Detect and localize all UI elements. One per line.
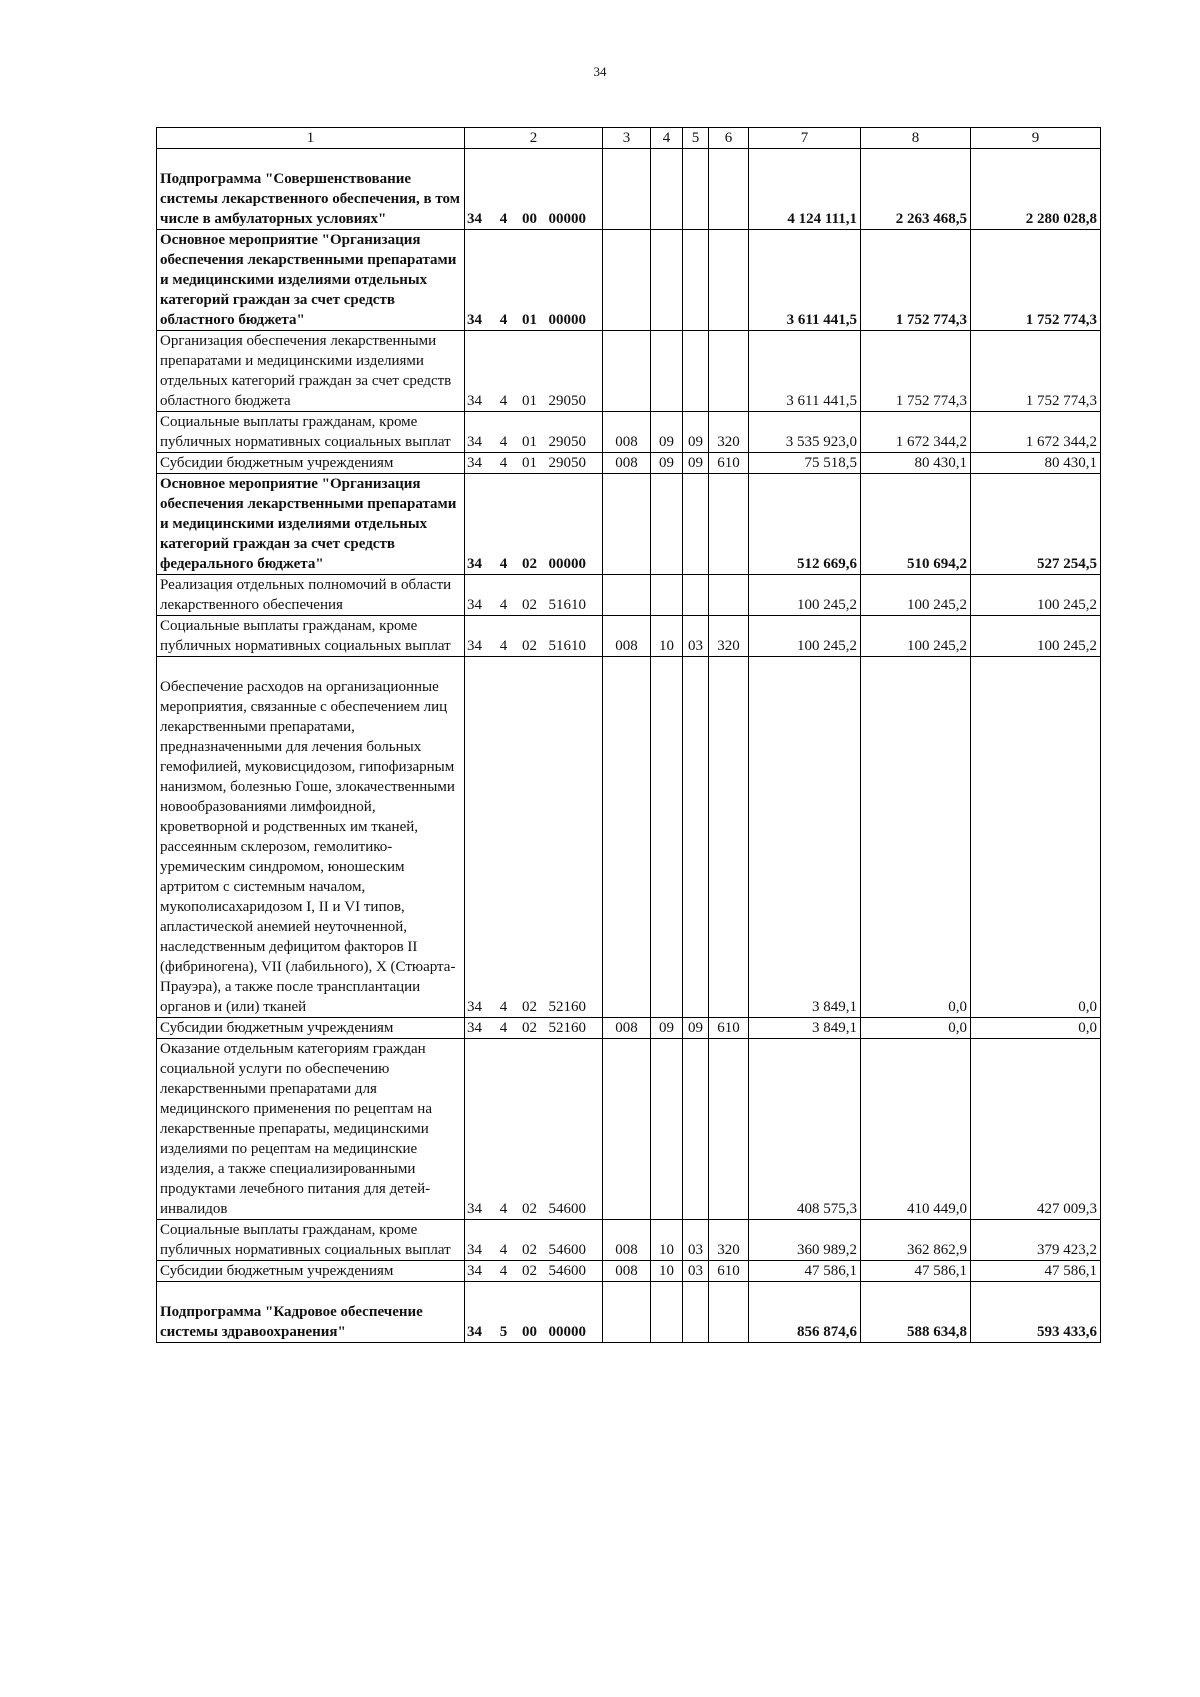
code-part-3: 02 xyxy=(513,1261,547,1282)
table-row xyxy=(157,474,1101,575)
code-part-4: 54600 xyxy=(547,1039,603,1220)
value-9-cell: 100 245,2 xyxy=(971,575,1101,616)
row-name-cell xyxy=(157,230,465,331)
value-7-cell: 3 849,1 xyxy=(749,1018,861,1039)
code-part-1: 34 xyxy=(465,1261,495,1282)
table-row xyxy=(157,412,1101,453)
header-cell: 9 xyxy=(971,128,1101,149)
value-8-cell: 362 862,9 xyxy=(861,1220,971,1261)
table-row xyxy=(157,1220,1101,1261)
row-name-cell xyxy=(157,1039,465,1220)
value-9-cell: 2 280 028,8 xyxy=(971,149,1101,230)
code-part-3: 01 xyxy=(513,412,547,453)
value-9-cell: 1 752 774,3 xyxy=(971,331,1101,412)
code-part-3: 02 xyxy=(513,474,547,575)
table-row xyxy=(157,1261,1101,1282)
row-name-cell xyxy=(157,616,465,657)
value-9-cell: 427 009,3 xyxy=(971,1039,1101,1220)
column-3-cell xyxy=(603,657,651,1018)
table-row xyxy=(157,1282,1101,1343)
code-part-2: 4 xyxy=(495,453,513,474)
code-part-1: 34 xyxy=(465,616,495,657)
code-part-4: 00000 xyxy=(547,474,603,575)
column-4-cell: 09 xyxy=(651,412,683,453)
code-part-4: 29050 xyxy=(547,331,603,412)
row-name: Оказание отдельным категориям граждан социальной услуги по обеспечению лекарственными препаратами для медицинского применения по рецептам на лекарственные препараты, медицинскими изделиями по рецептам на медицинские изделия, а также специализированными продуктами лечебного питания для детей-инвалидов xyxy=(160,1041,432,1217)
code-part-1: 34 xyxy=(465,1220,495,1261)
column-6-cell xyxy=(709,575,749,616)
value-8-cell: 2 263 468,5 xyxy=(861,149,971,230)
column-3-cell: 008 xyxy=(603,1261,651,1282)
value-8-cell: 510 694,2 xyxy=(861,474,971,575)
value-8-cell: 100 245,2 xyxy=(861,616,971,657)
value-7-cell: 512 669,6 xyxy=(749,474,861,575)
code-part-2: 4 xyxy=(495,657,513,1018)
code-part-1: 34 xyxy=(465,657,495,1018)
column-3-cell: 008 xyxy=(603,616,651,657)
code-part-3: 02 xyxy=(513,575,547,616)
column-3-cell: 008 xyxy=(603,412,651,453)
value-7-cell: 75 518,5 xyxy=(749,453,861,474)
column-3-cell: 008 xyxy=(603,1220,651,1261)
code-part-4: 52160 xyxy=(547,1018,603,1039)
code-part-4: 00000 xyxy=(547,230,603,331)
code-part-3: 01 xyxy=(513,453,547,474)
column-3-cell: 008 xyxy=(603,1018,651,1039)
column-4-cell xyxy=(651,331,683,412)
value-8-cell: 80 430,1 xyxy=(861,453,971,474)
value-9-cell: 527 254,5 xyxy=(971,474,1101,575)
column-4-cell: 10 xyxy=(651,616,683,657)
column-3-cell xyxy=(603,1039,651,1220)
code-part-2: 4 xyxy=(495,230,513,331)
code-part-4: 00000 xyxy=(547,1282,603,1343)
table-row xyxy=(157,230,1101,331)
row-name: Реализация отдельных полномочий в области лекарственного обеспечения xyxy=(160,577,452,613)
column-4-cell: 10 xyxy=(651,1220,683,1261)
code-part-4: 29050 xyxy=(547,453,603,474)
column-5-cell xyxy=(683,331,709,412)
column-4-cell xyxy=(651,474,683,575)
code-part-1: 34 xyxy=(465,1018,495,1039)
value-7-cell: 856 874,6 xyxy=(749,1282,861,1343)
row-name: Подпрограмма "Совершенствование системы лекарственного обеспечения, в том числе в амбулаторных условиях" xyxy=(160,171,460,227)
code-part-4: 51610 xyxy=(547,616,603,657)
header-cell: 8 xyxy=(861,128,971,149)
column-6-cell xyxy=(709,1282,749,1343)
value-8-cell: 1 752 774,3 xyxy=(861,331,971,412)
column-5-cell xyxy=(683,1039,709,1220)
code-part-3: 02 xyxy=(513,1039,547,1220)
row-name: Подпрограмма "Кадровое обеспечение системы здравоохранения" xyxy=(160,1304,423,1340)
value-7-cell: 100 245,2 xyxy=(749,616,861,657)
row-spacer xyxy=(160,1282,461,1302)
column-5-cell xyxy=(683,575,709,616)
header-cell: 6 xyxy=(709,128,749,149)
column-6-cell xyxy=(709,1039,749,1220)
code-part-1: 34 xyxy=(465,453,495,474)
row-spacer xyxy=(160,149,461,169)
table-row xyxy=(157,657,1101,1018)
value-8-cell: 100 245,2 xyxy=(861,575,971,616)
column-5-cell xyxy=(683,474,709,575)
code-part-2: 4 xyxy=(495,331,513,412)
value-9-cell: 0,0 xyxy=(971,1018,1101,1039)
value-9-cell: 47 586,1 xyxy=(971,1261,1101,1282)
code-part-1: 34 xyxy=(465,230,495,331)
column-6-cell: 320 xyxy=(709,412,749,453)
value-8-cell: 410 449,0 xyxy=(861,1039,971,1220)
value-7-cell: 3 611 441,5 xyxy=(749,331,861,412)
row-name: Социальные выплаты гражданам, кроме публичных нормативных социальных выплат xyxy=(160,1222,451,1258)
code-part-2: 4 xyxy=(495,412,513,453)
column-3-cell xyxy=(603,149,651,230)
column-5-cell: 03 xyxy=(683,1261,709,1282)
value-7-cell: 3 611 441,5 xyxy=(749,230,861,331)
code-part-2: 4 xyxy=(495,149,513,230)
value-9-cell: 1 672 344,2 xyxy=(971,412,1101,453)
row-spacer xyxy=(160,657,461,677)
column-6-cell xyxy=(709,474,749,575)
code-part-2: 4 xyxy=(495,1018,513,1039)
code-part-1: 34 xyxy=(465,412,495,453)
value-8-cell: 47 586,1 xyxy=(861,1261,971,1282)
column-5-cell xyxy=(683,149,709,230)
value-8-cell: 0,0 xyxy=(861,657,971,1018)
code-part-4: 00000 xyxy=(547,149,603,230)
table-row xyxy=(157,149,1101,230)
value-8-cell: 1 752 774,3 xyxy=(861,230,971,331)
budget-table xyxy=(156,127,1101,1343)
code-part-1: 34 xyxy=(465,331,495,412)
column-3-cell xyxy=(603,474,651,575)
value-9-cell: 593 433,6 xyxy=(971,1282,1101,1343)
code-part-2: 4 xyxy=(495,575,513,616)
code-part-3: 02 xyxy=(513,657,547,1018)
column-6-cell: 320 xyxy=(709,1220,749,1261)
table-row xyxy=(157,616,1101,657)
column-4-cell xyxy=(651,657,683,1018)
value-7-cell: 360 989,2 xyxy=(749,1220,861,1261)
code-part-2: 4 xyxy=(495,1039,513,1220)
code-part-1: 34 xyxy=(465,474,495,575)
value-7-cell: 3 535 923,0 xyxy=(749,412,861,453)
column-5-cell: 09 xyxy=(683,453,709,474)
row-name-cell xyxy=(157,331,465,412)
value-9-cell: 379 423,2 xyxy=(971,1220,1101,1261)
column-6-cell: 610 xyxy=(709,1018,749,1039)
code-part-2: 4 xyxy=(495,1261,513,1282)
header-cell: 2 xyxy=(465,128,603,149)
code-part-3: 02 xyxy=(513,1220,547,1261)
code-part-4: 54600 xyxy=(547,1261,603,1282)
value-7-cell: 4 124 111,1 xyxy=(749,149,861,230)
code-part-2: 4 xyxy=(495,616,513,657)
value-8-cell: 1 672 344,2 xyxy=(861,412,971,453)
column-4-cell: 09 xyxy=(651,453,683,474)
column-6-cell: 610 xyxy=(709,1261,749,1282)
value-9-cell: 0,0 xyxy=(971,657,1101,1018)
column-4-cell: 09 xyxy=(651,1018,683,1039)
code-part-1: 34 xyxy=(465,575,495,616)
row-name-cell xyxy=(157,474,465,575)
value-8-cell: 0,0 xyxy=(861,1018,971,1039)
code-part-3: 00 xyxy=(513,149,547,230)
header-cell: 1 xyxy=(157,128,465,149)
code-part-3: 01 xyxy=(513,230,547,331)
row-name: Субсидии бюджетным учреждениям xyxy=(160,455,394,471)
code-part-3: 01 xyxy=(513,331,547,412)
value-7-cell: 100 245,2 xyxy=(749,575,861,616)
row-name: Субсидии бюджетным учреждениям xyxy=(160,1020,394,1036)
column-4-cell xyxy=(651,1039,683,1220)
table-row xyxy=(157,1039,1101,1220)
column-4-cell xyxy=(651,575,683,616)
table-row xyxy=(157,331,1101,412)
table-row xyxy=(157,453,1101,474)
table-row xyxy=(157,575,1101,616)
column-3-cell xyxy=(603,1282,651,1343)
code-part-2: 5 xyxy=(495,1282,513,1343)
value-7-cell: 408 575,3 xyxy=(749,1039,861,1220)
column-5-cell: 03 xyxy=(683,616,709,657)
column-5-cell: 03 xyxy=(683,1220,709,1261)
code-part-3: 02 xyxy=(513,1018,547,1039)
value-9-cell: 1 752 774,3 xyxy=(971,230,1101,331)
column-6-cell xyxy=(709,230,749,331)
row-name-cell xyxy=(157,575,465,616)
value-7-cell: 3 849,1 xyxy=(749,657,861,1018)
column-6-cell xyxy=(709,149,749,230)
column-4-cell: 10 xyxy=(651,1261,683,1282)
code-part-1: 34 xyxy=(465,149,495,230)
table-row xyxy=(157,1018,1101,1039)
row-name: Организация обеспечения лекарственными препаратами и медицинскими изделиями отдельных категорий граждан за счет средств областного бюджета xyxy=(160,333,452,409)
code-part-4: 51610 xyxy=(547,575,603,616)
column-6-cell xyxy=(709,657,749,1018)
header-cell: 7 xyxy=(749,128,861,149)
code-part-1: 34 xyxy=(465,1282,495,1343)
column-5-cell xyxy=(683,657,709,1018)
code-part-4: 29050 xyxy=(547,412,603,453)
column-6-cell: 610 xyxy=(709,453,749,474)
column-5-cell xyxy=(683,230,709,331)
row-name-cell xyxy=(157,149,465,230)
code-part-3: 00 xyxy=(513,1282,547,1343)
value-7-cell: 47 586,1 xyxy=(749,1261,861,1282)
row-name-cell xyxy=(157,453,465,474)
column-5-cell xyxy=(683,1282,709,1343)
page-number: 34 xyxy=(593,64,607,79)
row-name: Основное мероприятие "Организация обеспечения лекарственными препаратами и медицинскими изделиями отдельных категорий граждан за счет средств федерального бюджета" xyxy=(160,476,457,572)
header-cell: 3 xyxy=(603,128,651,149)
code-part-2: 4 xyxy=(495,474,513,575)
row-name-cell xyxy=(157,1261,465,1282)
row-name-cell xyxy=(157,412,465,453)
value-8-cell: 588 634,8 xyxy=(861,1282,971,1343)
row-name: Основное мероприятие "Организация обеспечения лекарственными препаратами и медицинскими изделиями отдельных категорий граждан за счет средств областного бюджета" xyxy=(160,232,457,328)
column-3-cell: 008 xyxy=(603,453,651,474)
column-6-cell xyxy=(709,331,749,412)
row-name-cell xyxy=(157,1220,465,1261)
column-3-cell xyxy=(603,331,651,412)
row-name: Социальные выплаты гражданам, кроме публичных нормативных социальных выплат xyxy=(160,414,451,450)
value-9-cell: 80 430,1 xyxy=(971,453,1101,474)
column-6-cell: 320 xyxy=(709,616,749,657)
code-part-3: 02 xyxy=(513,616,547,657)
code-part-4: 52160 xyxy=(547,657,603,1018)
row-name: Социальные выплаты гражданам, кроме публичных нормативных социальных выплат xyxy=(160,618,451,654)
column-4-cell xyxy=(651,1282,683,1343)
column-3-cell xyxy=(603,230,651,331)
code-part-1: 34 xyxy=(465,1039,495,1220)
row-name-cell xyxy=(157,1018,465,1039)
column-5-cell: 09 xyxy=(683,412,709,453)
header-cell: 4 xyxy=(651,128,683,149)
column-4-cell xyxy=(651,149,683,230)
row-name: Обеспечение расходов на организационные мероприятия, связанные с обеспечением лиц лекарственными препаратами, предназначенными для лечения больных гемофилией, муковисцидозом, гипофизарным нанизмом, болезнью Гоше, злокачественными новообразованиями лимфоидной, кроветворной и родственных им тканей, рассеянным склерозом, гемолитико-уремическим синдромом, юношеским артритом с системным началом, мукополисахаридозом I, II и VI типов, апластической анемией неуточненной, наследственным дефицитом факторов II (фибриногена), VII (лабильного), X (Стюарта-Прауэра), а также после трансплантации органов и (или) тканей xyxy=(160,679,456,1015)
value-9-cell: 100 245,2 xyxy=(971,616,1101,657)
header-row xyxy=(157,128,1101,149)
column-3-cell xyxy=(603,575,651,616)
row-name-cell xyxy=(157,1282,465,1343)
column-5-cell: 09 xyxy=(683,1018,709,1039)
code-part-4: 54600 xyxy=(547,1220,603,1261)
column-4-cell xyxy=(651,230,683,331)
code-part-2: 4 xyxy=(495,1220,513,1261)
row-name-cell xyxy=(157,657,465,1018)
row-name: Субсидии бюджетным учреждениям xyxy=(160,1263,394,1279)
header-cell: 5 xyxy=(683,128,709,149)
